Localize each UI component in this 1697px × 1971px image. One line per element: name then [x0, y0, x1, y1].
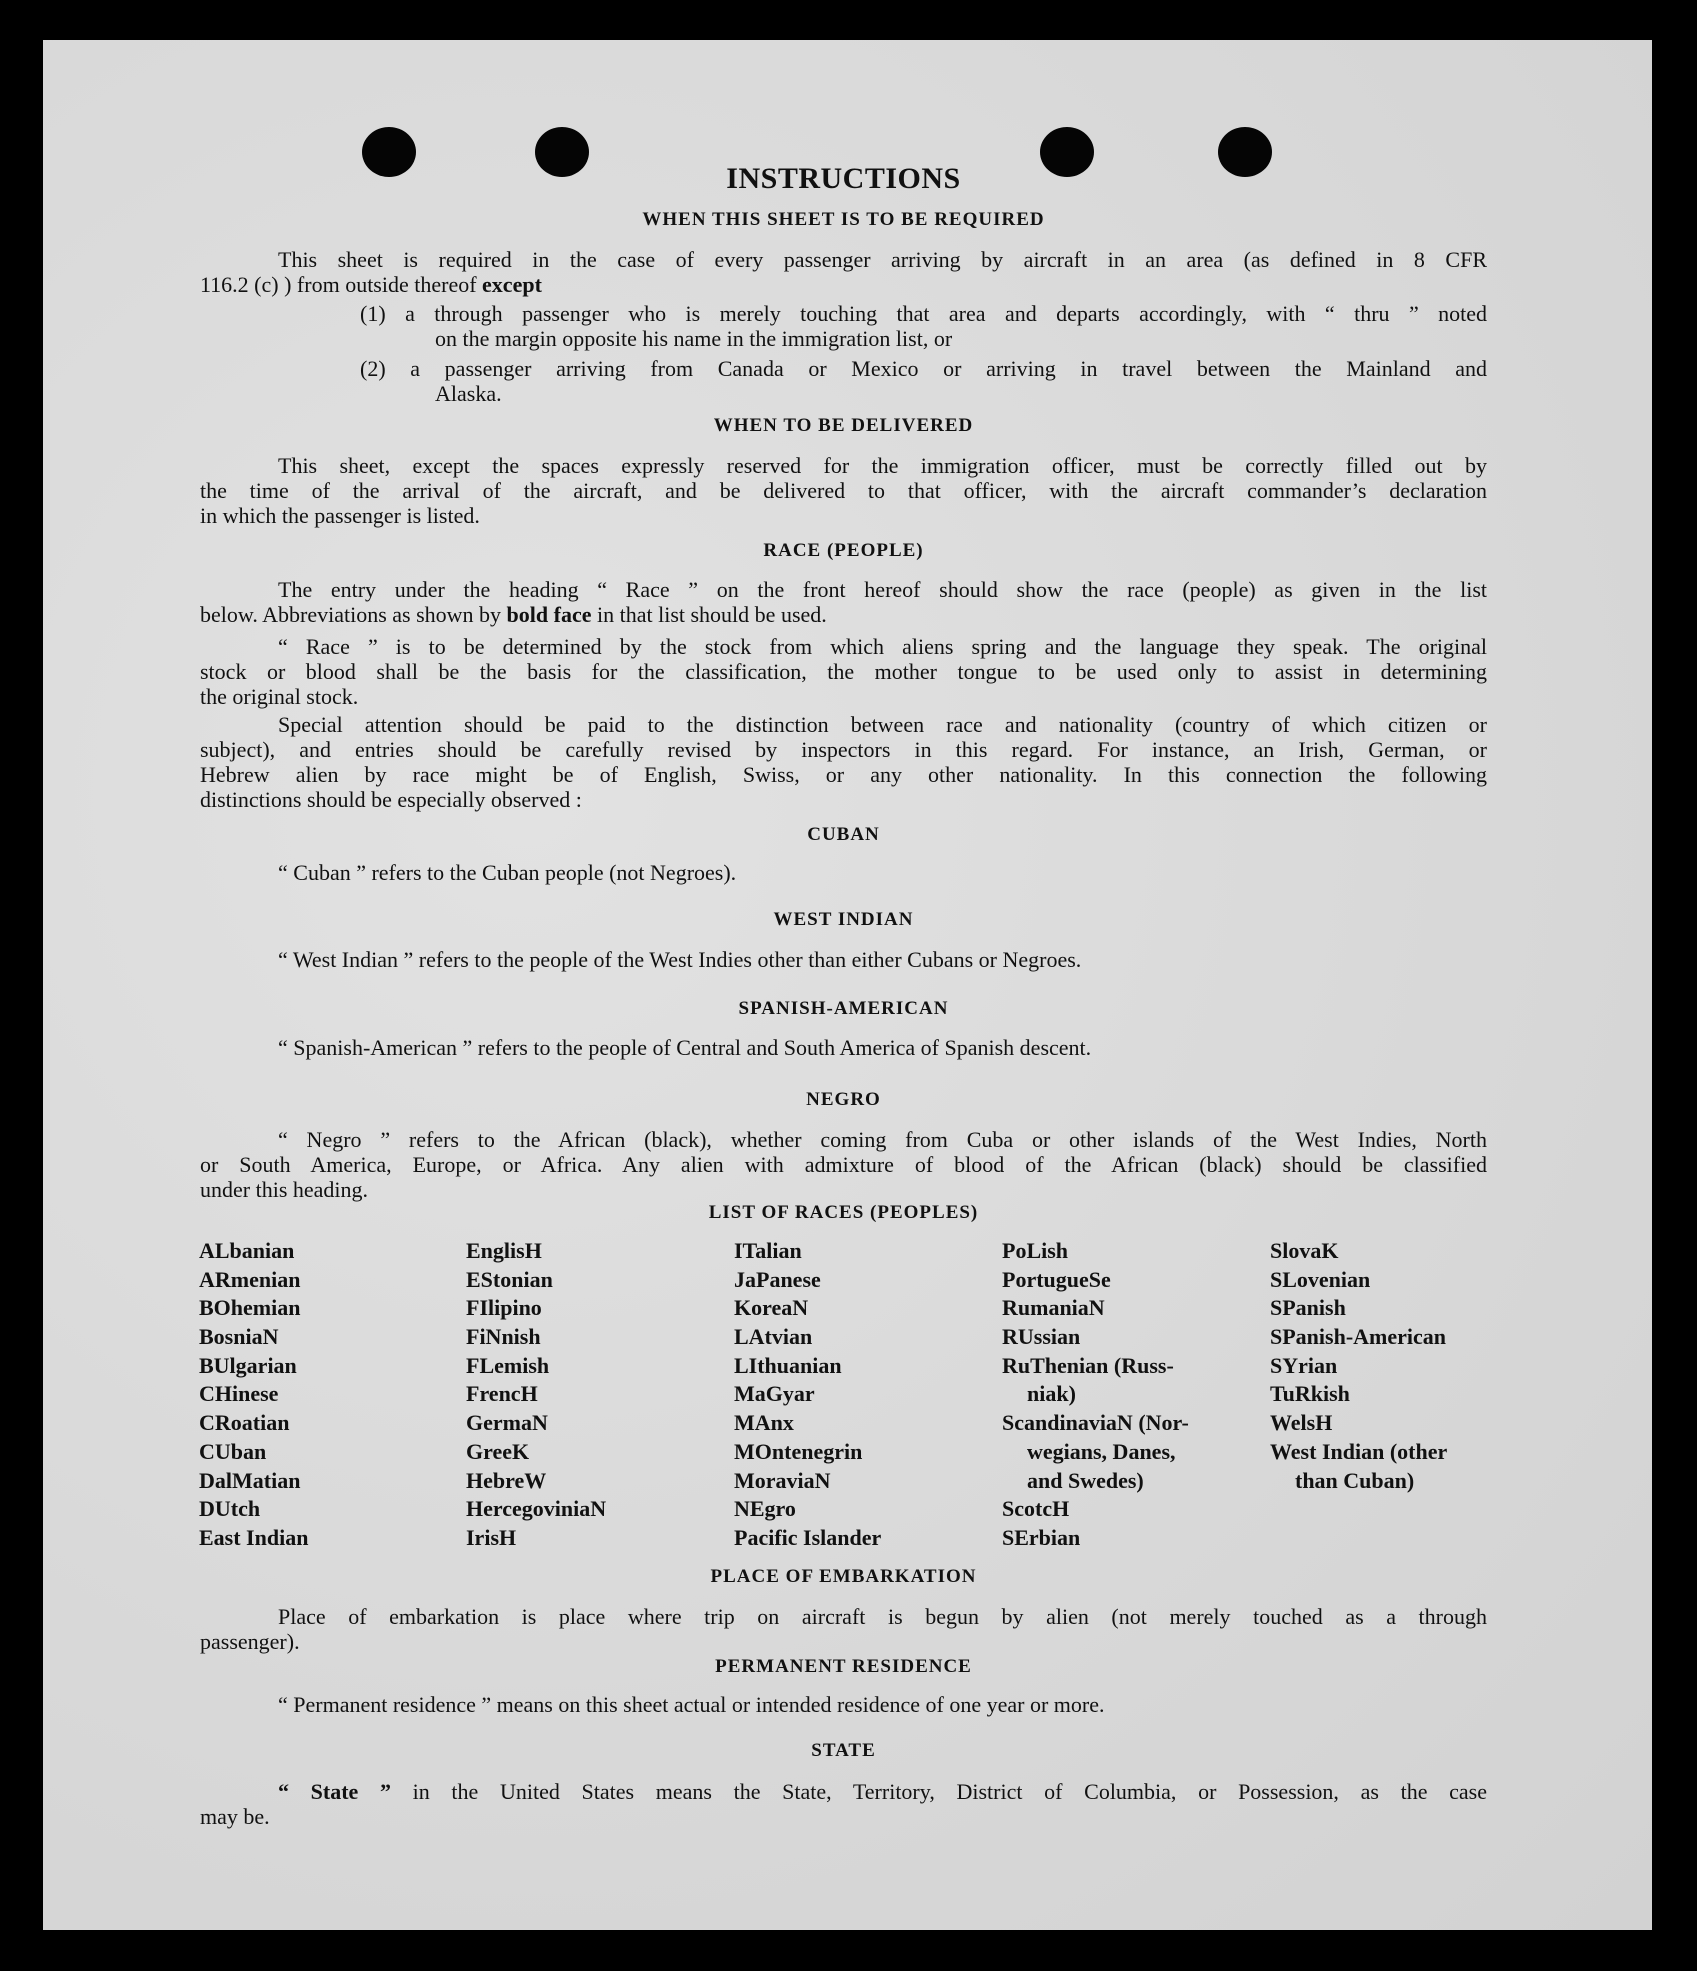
- paragraph: [200, 860, 1487, 885]
- section-heading: WHEN THIS SHEET IS TO BE REQUIRED: [642, 209, 1045, 230]
- paragraph: [200, 1127, 1487, 1202]
- race-list-item: WelsH: [1270, 1410, 1333, 1436]
- text-line: the original stock.: [200, 684, 359, 709]
- race-list-item: ScandinaviaN (Nor-: [1002, 1410, 1189, 1436]
- text-line: Place of embarkation is place where trip on aircraft is begun by alien (not merely touched as a through: [278, 1604, 1487, 1629]
- race-list-item: FiNnish: [466, 1324, 541, 1350]
- text-line: under this heading.: [200, 1177, 369, 1202]
- race-list-item: ARmenian: [199, 1266, 301, 1292]
- text-line: stock or blood shall be the basis for the classification, the mother tongue to be used only to assist in determining: [200, 659, 1487, 684]
- race-list-item: ITalian: [734, 1238, 802, 1263]
- race-list-item: RuThenian (Russ-: [1002, 1352, 1174, 1378]
- text-line: 116.2 (c) ) from outside thereof except: [200, 272, 542, 297]
- section-heading: STATE: [811, 1740, 876, 1761]
- section-heading: SPANISH-AMERICAN: [738, 998, 949, 1019]
- text-line: “ State ” in the United States means the State, Territory, District of Columbia, or Possession, as the case: [278, 1779, 1487, 1804]
- bold-text: bold face: [506, 602, 592, 627]
- race-list-item: PortugueSe: [1002, 1266, 1111, 1292]
- text-line: “ Permanent residence ” means on this sheet actual or intended residence of one year or more.: [278, 1692, 1105, 1717]
- bold-text: except: [482, 272, 542, 297]
- paragraph: [200, 247, 1487, 297]
- race-list-item: RUssian: [1002, 1324, 1081, 1350]
- text-line: “ Race ” is to be determined by the stock from which aliens spring and the language they speak. The original: [278, 634, 1487, 659]
- paragraph: [200, 577, 1487, 627]
- text-line: or South America, Europe, or Africa. Any alien with admixture of blood of the African (black) should be classified: [200, 1152, 1487, 1177]
- race-list-item: MOntenegrin: [734, 1438, 863, 1464]
- race-list-item: FIlipino: [466, 1295, 542, 1321]
- race-list-item: SErbian: [1002, 1524, 1081, 1550]
- text-line: Special attention should be paid to the distinction between race and nationality (country of which citizen or: [278, 712, 1487, 737]
- race-list-item: LAtvian: [734, 1324, 813, 1350]
- paragraph: [200, 634, 1487, 709]
- section-heading: RACE (PEOPLE): [763, 540, 924, 561]
- text-line: “ Spanish-American ” refers to the people of Central and South America of Spanish descent.: [278, 1035, 1092, 1060]
- text-line: The entry under the heading “ Race ” on the front hereof should show the race (people) as given in the list: [278, 577, 1487, 602]
- text-line: in which the passenger is listed.: [200, 503, 480, 528]
- race-list-item: than Cuban): [1295, 1467, 1415, 1493]
- race-list-item: and Swedes): [1027, 1467, 1144, 1493]
- race-list-item: KoreaN: [734, 1295, 809, 1321]
- race-list-item: West Indian (other: [1270, 1438, 1448, 1464]
- race-list-column: [199, 1237, 308, 1553]
- race-list-column: [1270, 1237, 1447, 1495]
- race-list-item: SPanish: [1270, 1295, 1346, 1321]
- text-line: “ Cuban ” refers to the Cuban people (not Negroes).: [278, 860, 737, 885]
- race-list-item: East Indian: [199, 1524, 309, 1550]
- race-list-column: [1002, 1237, 1189, 1553]
- race-list-item: EnglisH: [466, 1238, 542, 1263]
- race-list-item: EStonian: [466, 1266, 553, 1292]
- paragraph: [200, 1035, 1487, 1060]
- text-line: (2) a passenger arriving from Canada or Mexico or arriving in travel between the Mainland and: [360, 356, 1487, 381]
- race-list-item: GreeK: [466, 1438, 530, 1464]
- section-heading: WEST INDIAN: [773, 909, 914, 930]
- page-title: INSTRUCTIONS: [726, 162, 961, 195]
- race-list-item: RumaniaN: [1002, 1295, 1105, 1321]
- race-list-item: HercegoviniaN: [466, 1496, 607, 1522]
- race-list-item: IrisH: [466, 1524, 517, 1550]
- race-list-item: BosniaN: [199, 1324, 279, 1350]
- text-line: the time of the arrival of the aircraft, and be delivered to that officer, with the aircraft commander’s declaration: [200, 478, 1487, 503]
- race-list-item: NEgro: [734, 1496, 796, 1522]
- bold-text: “ State ”: [278, 1779, 391, 1804]
- paragraph: [200, 947, 1487, 972]
- paragraph: [200, 712, 1487, 812]
- race-list-item: CRoatian: [199, 1410, 290, 1436]
- race-list-item: CUban: [199, 1438, 267, 1464]
- race-list-item: PoLish: [1002, 1238, 1069, 1263]
- race-list-item: HebreW: [466, 1467, 547, 1493]
- paragraph: [200, 453, 1487, 528]
- text-line: (1) a through passenger who is merely touching that area and departs accordingly, with “ thru ” noted: [360, 301, 1487, 326]
- text-line: Alaska.: [435, 381, 502, 406]
- race-list-item: ALbanian: [199, 1238, 295, 1263]
- race-list-item: MaGyar: [734, 1381, 815, 1407]
- section-heading: LIST OF RACES (PEOPLES): [708, 1202, 979, 1223]
- race-list-item: SYrian: [1270, 1352, 1338, 1378]
- race-list-column: [466, 1237, 606, 1553]
- paragraph: [200, 1779, 1487, 1829]
- text-line: This sheet, except the spaces expressly reserved for the immigration officer, must be correctly filled out by: [278, 453, 1487, 478]
- text-line: below. Abbreviations as shown by bold face in that list should be used.: [200, 602, 827, 627]
- text-line: passenger).: [200, 1629, 300, 1654]
- race-list-item: MAnx: [734, 1410, 794, 1436]
- paragraph: [200, 1604, 1487, 1654]
- section-heading: WHEN TO BE DELIVERED: [713, 415, 974, 436]
- race-list-item: BOhemian: [199, 1295, 301, 1321]
- text-line: “ West Indian ” refers to the people of the West Indies other than either Cubans or Negroes.: [278, 947, 1082, 972]
- text-line: Hebrew alien by race might be of English, Swiss, or any other nationality. In this connection the following: [200, 762, 1487, 787]
- race-list-item: FrencH: [466, 1381, 538, 1407]
- race-list-item: CHinese: [199, 1381, 279, 1407]
- text-line: may be.: [200, 1804, 270, 1829]
- paragraph: [200, 1692, 1487, 1717]
- race-list-item: SPanish-American: [1270, 1324, 1446, 1350]
- race-list-item: FLemish: [466, 1352, 550, 1378]
- race-list-item: GermaN: [466, 1410, 548, 1436]
- section-heading: NEGRO: [806, 1089, 881, 1110]
- race-list-item: JaPanese: [734, 1266, 821, 1292]
- race-list-item: DalMatian: [199, 1467, 301, 1493]
- section-heading: PERMANENT RESIDENCE: [715, 1656, 972, 1677]
- text-line: This sheet is required in the case of every passenger arriving by aircraft in an area (as defined in 8 CFR: [278, 247, 1487, 272]
- race-list-item: SLovenian: [1270, 1266, 1371, 1292]
- race-list-item: wegians, Danes,: [1027, 1438, 1176, 1464]
- race-list-item: LIthuanian: [734, 1352, 842, 1378]
- section-heading: PLACE OF EMBARKATION: [710, 1566, 977, 1587]
- race-list-item: TuRkish: [1270, 1381, 1350, 1407]
- race-list-item: niak): [1027, 1381, 1076, 1407]
- section-heading: CUBAN: [807, 824, 880, 845]
- race-list-item: BUlgarian: [199, 1352, 297, 1378]
- race-list-item: DUtch: [199, 1496, 261, 1522]
- paragraph: [200, 356, 1487, 406]
- text-line: subject), and entries should be carefully revised by inspectors in this regard. For instance, an Irish, German, or: [200, 737, 1487, 762]
- race-list-item: SlovaK: [1270, 1238, 1339, 1263]
- race-list-column: [734, 1237, 881, 1553]
- text-line: on the margin opposite his name in the immigration list, or: [435, 326, 953, 351]
- text-line: distinctions should be especially observed :: [200, 787, 582, 812]
- race-list-item: Pacific Islander: [734, 1524, 882, 1550]
- race-list-item: MoraviaN: [734, 1467, 831, 1493]
- race-list-item: ScotcH: [1002, 1496, 1070, 1522]
- paragraph: [200, 301, 1487, 351]
- text-line: “ Negro ” refers to the African (black), whether coming from Cuba or other islands of the West Indies, North: [278, 1127, 1487, 1152]
